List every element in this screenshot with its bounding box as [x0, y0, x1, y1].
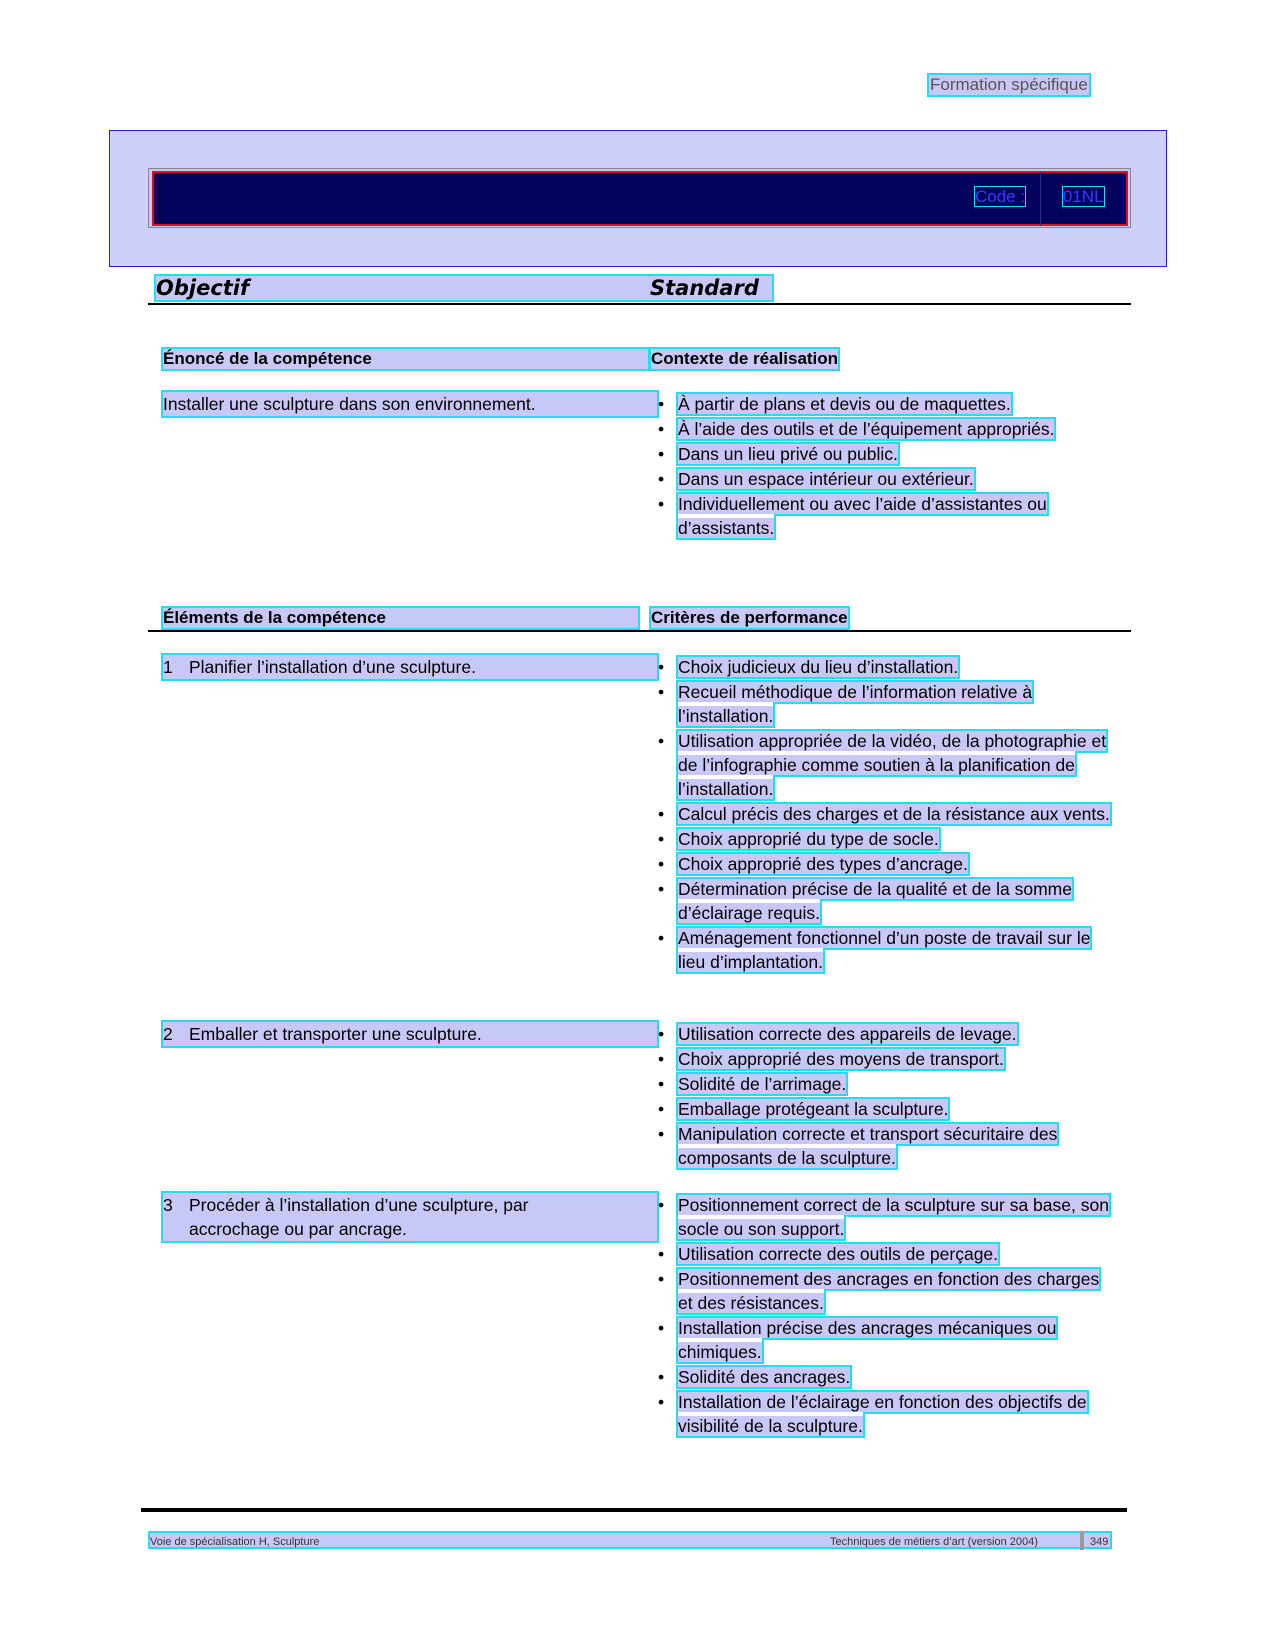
list-item: • Emballage protégeant la sculpture.: [658, 1099, 949, 1119]
objectif-heading: Objectif: [156, 276, 250, 300]
list-item: • À l’aide des outils et de l’équipement appropriés.: [658, 419, 1055, 439]
list-item: • Utilisation appropriée de la vidéo, de la photographie et de l’infographie comme soutien à la planification de l’installation.: [658, 731, 1107, 799]
list-item: • Choix judicieux du lieu d’installation.: [658, 657, 959, 677]
list-item: • Dans un espace intérieur ou extérieur.: [658, 469, 974, 489]
list-item: • Choix approprié des types d’ancrage.: [658, 854, 968, 874]
context-heading: Contexte de réalisation: [651, 349, 839, 368]
element-text: Planifier l’installation d’une sculpture.: [189, 657, 476, 677]
list-item: • Utilisation correcte des appareils de levage.: [658, 1024, 1017, 1044]
context-list: [656, 392, 1116, 541]
list-item: • Choix approprié des moyens de transport.: [658, 1049, 1004, 1069]
element-number: 1: [163, 657, 173, 677]
element-item: [163, 1193, 657, 1241]
list-item: • Installation de l’éclairage en fonction des objectifs de visibilité de la sculpture.: [658, 1392, 1087, 1436]
element-item: [163, 1022, 657, 1046]
divider: [148, 303, 1131, 305]
standard-heading: Standard: [650, 276, 759, 300]
footer-rule: [141, 1508, 1127, 1512]
code-value: 01NL: [1062, 187, 1104, 206]
criteria-heading: Critères de performance: [651, 608, 848, 627]
list-item: • À partir de plans et devis ou de maquettes.: [658, 394, 1011, 414]
footer-right: Techniques de métiers d’art (version 2004): [830, 1536, 1038, 1548]
footer-left: Voie de spécialisation H, Sculpture: [150, 1536, 320, 1548]
criteria-list: [656, 655, 1116, 975]
list-item: • Dans un lieu privé ou public.: [658, 444, 898, 464]
list-item: • Calcul précis des charges et de la résistance aux vents.: [658, 804, 1110, 824]
code-label: Code :: [975, 187, 1026, 206]
list-item: • Recueil méthodique de l’information relative à l’installation.: [658, 682, 1033, 726]
element-text: Emballer et transporter une sculpture.: [189, 1024, 482, 1044]
list-item: • Utilisation correcte des outils de perçage.: [658, 1244, 999, 1264]
list-item: • Choix approprié du type de socle.: [658, 829, 939, 849]
competence-heading: Énoncé de la compétence: [163, 349, 648, 369]
list-item: • Aménagement fonctionnel d’un poste de travail sur le lieu d’implantation.: [658, 928, 1091, 972]
list-item: • Détermination précise de la qualité et de la somme d’éclairage requis.: [658, 879, 1072, 923]
list-item: • Solidité des ancrages.: [658, 1367, 851, 1387]
element-item: [163, 655, 657, 679]
list-item: • Positionnement des ancrages en fonction des charges et des résistances.: [658, 1269, 1100, 1313]
element-number: 2: [163, 1024, 173, 1044]
list-item: • Individuellement ou avec l’aide d’assistantes ou d’assistants.: [658, 494, 1047, 538]
criteria-list: [656, 1193, 1116, 1439]
document-section-label: Formation spécifique: [930, 75, 1088, 94]
page-number: 349: [1090, 1536, 1109, 1548]
list-item: • Manipulation correcte et transport sécuritaire des composants de la sculpture.: [658, 1124, 1058, 1168]
list-item: • Positionnement correct de la sculpture sur sa base, son socle ou son support.: [658, 1195, 1109, 1239]
competency-code: [975, 187, 1104, 207]
criteria-list: [656, 1022, 1116, 1171]
element-number: 3: [163, 1195, 173, 1215]
element-text: Procéder à l’installation d’une sculpture, par accrochage ou par ancrage.: [189, 1195, 529, 1239]
elements-heading: Éléments de la compétence: [163, 608, 638, 628]
divider: [148, 630, 1131, 632]
competence-statement: Installer une sculpture dans son environnement.: [163, 392, 657, 416]
list-item: • Solidité de l’arrimage.: [658, 1074, 847, 1094]
list-item: • Installation précise des ancrages mécaniques ou chimiques.: [658, 1318, 1057, 1362]
footer-separator: [1080, 1532, 1084, 1550]
